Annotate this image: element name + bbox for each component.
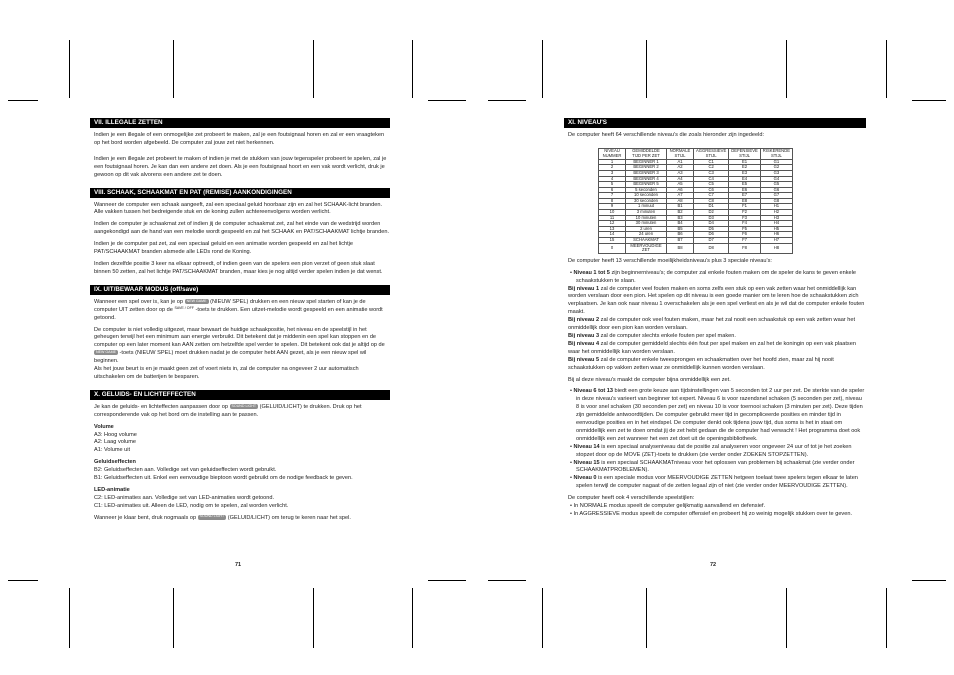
list-item: B2: Geluidseffecten aan. Volledige set van geluidseffecten wordt gebruikt. [94,467,277,474]
paragraph: Bij niveau 2 zal de computer ook veel fouten maken, maar het zal nooit een schaakstuk op een vak zetten waar het onmiddellijk door een pion kan worden verslaan. [568,317,856,332]
table-cell: F2 [729,210,761,216]
table-cell: G6 [760,187,792,193]
crop-mark [313,588,314,648]
subheading: LED-animatie [94,487,130,493]
section-heading: X. GELUIDS- EN LICHTEFFECTEN [90,390,390,400]
list-item: C2: LED-animaties aan. Volledige set van LED-animaties wordt getoond. [94,494,275,501]
table-cell: B1 [667,204,694,210]
table-cell: C4 [694,176,729,182]
table-cell: F4 [729,221,761,227]
table-cell: 12 [599,221,626,227]
table-cell: 14 [599,232,626,238]
table-cell: A3 [667,170,694,176]
table-cell: E7 [729,193,761,199]
table-cell: C2 [694,165,729,171]
crop-mark [313,40,314,98]
table-header-cell: NIVEAU NUMMER [599,148,626,159]
table-cell: G8 [760,198,792,204]
table-cell: G4 [760,176,792,182]
table-cell: BEGINNER 2 [626,165,667,171]
table-cell: D2 [694,210,729,216]
section-heading: VIII. SCHAAK, SCHAAKMAT EN PAT (REMISE) AANKONDIGINGEN [90,188,390,198]
table-cell: A5 [667,182,694,188]
table-cell: B6 [667,232,694,238]
table-cell: 10 minuten [626,215,667,221]
page-number: 72 [710,562,717,568]
table-cell: BEGINNER 3 [626,170,667,176]
crop-mark [786,40,787,98]
table-header-cell: AGGRESSIEVE STIJL [694,148,729,159]
table-cell: E5 [729,182,761,188]
table-cell: 3 [599,170,626,176]
table-cell: B7 [667,238,694,244]
paragraph: Bij niveau 4 zal de computer gemiddeld slechts één fout per spel maken en zal het de koningin op een vak plaatsen waar het onmiddellijk kan worden verslaan. [568,340,856,355]
table-cell: H8 [760,243,792,253]
list-item: A3: Hoog volume [94,431,137,438]
save-off-switch-icon: SAVE / OFF [174,306,194,311]
table-cell: C7 [694,193,729,199]
list-item: • Niveau 0 is een speciale modus voor MEERVOUDIGE ZETTEN hetgeen toelaat twee spelers tegen elkaar te laten spelen terwijl de computer nagaat of de zetten legaal zijn of niet (zie verder onder MEERVOUDIGE ZETTEN). [570,475,858,490]
table-cell: D7 [694,238,729,244]
table-cell: 7 [599,193,626,199]
table-cell: 8 [599,198,626,204]
table-cell: C6 [694,187,729,193]
table-cell: H1 [760,204,792,210]
table-cell: 15 [599,238,626,244]
table-cell: C3 [694,170,729,176]
table-header-cell: DEFENSIEVE STIJL [729,148,761,159]
table-cell: A4 [667,176,694,182]
list-item: • Niveau 15 is een speciaal SCHAAKMATniveau voor het oplossen van problemen bij schaakmat (zie verder onder SCHAAKMATPROBLEMEN). [570,459,855,474]
left-page [90,118,390,523]
paragraph: Indien je een illegale of een onmogelijke zet probeert te maken, zal je een foutsignaal horen en zal er een vraagteken op het bord worden afgebeeld. De computer zal jouw zet niet herkennen. [94,132,385,146]
section-heading: XI. NIVEAU'S [564,118,866,128]
crop-mark [886,588,887,648]
table-cell: D3 [694,215,729,221]
table-cell: E8 [729,198,761,204]
table-cell: B4 [667,221,694,227]
table-cell: D8 [694,243,729,253]
table-cell: BEGINNER 1 [626,159,667,165]
table-cell: BEGINNER 4 [626,176,667,182]
table-cell: 10 seconden [626,193,667,199]
table-cell: F3 [729,215,761,221]
table-cell: E6 [729,187,761,193]
right-page [564,118,866,519]
table-body [599,159,793,253]
list-item: • Niveau 1 tot 5 zijn beginnerniveau's; de computer zal enkele fouten maken om de speler de kans te geven enkele schaakstukken te slaan. [570,269,856,284]
table-cell: D1 [694,204,729,210]
section-heading: VII. ILLEGALE ZETTEN [90,118,390,128]
table-cell: A6 [667,187,694,193]
table-cell: 30 seconden [626,198,667,204]
crop-mark [8,580,38,581]
table-cell: BEGINNER 5 [626,182,667,188]
table-cell: E3 [729,170,761,176]
table-cell: 6 [599,187,626,193]
paragraph: Je kan de geluids- en lichteffecten aanpassen door op SOUND LIGHT (GELUID/LICHT) te drukken. Druk op het corresponderende vak op het bord om de instelling aan te passen. [94,403,362,418]
table-cell: 11 [599,215,626,221]
table-cell: E4 [729,176,761,182]
table-cell: H3 [760,215,792,221]
crop-mark [412,40,413,98]
table-cell: H4 [760,221,792,227]
crop-mark [428,100,466,101]
paragraph: Bij niveau 3 zal de computer slechts enkele fouten per spel maken. [568,332,736,339]
paragraph: Indien de computer je schaakmat zet of indien jij de computer schaakmat zet, zal het einde van de wedstrijd worden aangekondigd aan de hand van een melodie wordt gespeeld en zal het SCHAAK en PAT/SCHAAKMAT lichtje branden. [94,221,389,236]
crop-mark [886,40,887,98]
table-header-cell: RISKERENDE STIJL [760,148,792,159]
table-cell: F8 [729,243,761,253]
table-cell: G7 [760,193,792,199]
crop-mark [173,40,174,98]
table-cell: A8 [667,198,694,204]
paragraph: De computer heeft 13 verschillende moeilijkheidsniveau's plus 3 speciale niveau's: [568,257,772,264]
sound-light-key-icon: SOUND LIGHT [199,514,225,519]
table-cell: H6 [760,232,792,238]
crop-mark [428,580,466,581]
subheading: Volume [94,423,114,430]
levels-table [598,148,793,254]
table-header-cell: GEMIDDELDE TIJD PER ZET [626,148,667,159]
table-cell: 13 [599,226,626,232]
paragraph: De computer heeft 64 verschillende niveau's die zoals hieronder zijn ingedeeld: [568,132,765,138]
subheading: Geluidseffecten [94,459,136,466]
table-cell: 5 seconden [626,187,667,193]
table-cell: 0 [599,243,626,253]
table-cell: G5 [760,182,792,188]
new-game-key-icon: NEW GAME [186,298,207,303]
list-item: A2: Laag volume [94,439,136,446]
crop-mark [69,588,70,648]
crop-mark [412,588,413,648]
table-cell: 2 [599,165,626,171]
crop-mark [8,100,38,101]
table-cell: G2 [760,165,792,171]
table-cell: A7 [667,193,694,199]
table-cell: H7 [760,238,792,244]
table-cell: C5 [694,182,729,188]
table-cell: 5 [599,182,626,188]
table-cell: 1 [599,159,626,165]
paragraph: Indien je de computer pat zet, zal een speciaal geluid en een animatie worden gespeeld en zal het lichtje PAT/SCHAAKMAT branden alsmede alle LEDs rond de Koning. [94,241,354,256]
paragraph: Bij al deze niveau's maakt de computer bijna onmiddellijk een zet. [568,376,731,383]
paragraph: Indien dezelfde positie 3 keer na elkaar optreedt, of indien geen van de spelers een pion verzet of geen stuk slaat binnen 50 zetten, zal het lichtje PAT/SCHAAKMAT branden, maar kies je nog altijd verder spelen indien je dat wenst. [94,260,383,275]
crop-mark [912,100,946,101]
crop-mark [786,588,787,648]
paragraph: Wanneer je klaar bent, druk nogmaals op SOUND LIGHT (GELUID/LICHT) om terug te keren naar het spel. [94,514,351,521]
crop-mark [646,588,647,648]
paragraph: Indien je een illegale zet probeert te maken of indien je met de stukken van jouw tegenspeler probeert te spelen, zal je een foutsignaal horen. Je kan dan een andere zet doen. Als je een foutsignaal hoort en een vak wordt verlicht, druk je gewoon op dit vak alvorens een andere zet te doen. [94,155,387,178]
table-cell: C1 [694,159,729,165]
table-cell: D4 [694,221,729,227]
table-cell: B5 [667,226,694,232]
table-cell: F1 [729,204,761,210]
table-cell: 30 minuten [626,221,667,227]
table-cell: F7 [729,238,761,244]
table-cell: E2 [729,165,761,171]
table-cell: E1 [729,159,761,165]
crop-mark [542,588,543,648]
table-cell: A1 [667,159,694,165]
table-cell: G3 [760,170,792,176]
table-cell: 4 [599,176,626,182]
crop-mark [646,40,647,98]
paragraph: De computer is niet volledig uitgezet, maar bewaart de huidige schaakpositie, het niveau en de speelstijl in het geheugen terwijl het een minimum aan energie verbruikt. Dit betekent dat je middenin een spel kan stoppen en de computer op een later moment kan AAN zetten om hetzelfde spel verder te spelen. Dit betekent ook dat je altijd op de NEW GAME -toets (NIEUW SPEL) moet drukken nadat je de computer hebt AAN gezet, als je een nieuw spel wil beginnen. [94,326,385,365]
table-cell: 3 minuten [626,210,667,216]
table-cell: F5 [729,226,761,232]
table-cell: H5 [760,226,792,232]
table-cell: A2 [667,165,694,171]
table-cell: 24 uren [626,232,667,238]
table-header-cell: NORMALE STIJL [667,148,694,159]
list-item: B1: Geluidseffecten uit. Enkel een eenvoudige bieptoon wordt gebruikt om de nodige feedback te geven. [94,475,353,482]
section-heading: IX. UIT/BEWAAR MODUS (off/save) [90,285,390,295]
table-header-row [599,148,793,159]
table-cell: B3 [667,215,694,221]
table-cell: G1 [760,159,792,165]
crop-mark [488,100,526,101]
paragraph: Bij niveau 5 zal de computer enkele tweesprongen en schaakmatten over het hoofd zien, maar zal hij nooit schaakstukken op vakken zetten waar ze onmiddellijk kunnen worden verslaan. [568,356,834,371]
list-item: • Niveau 14 is een speciaal analyseniveau dat de positie zal analyseren voor ongeveer 24 uur of tot je het zoeken stopzet door op de MOVE (ZET)-toets te drukken (zie verder onder ZOEKEN STOPZETTEN). [570,443,852,458]
new-game-key-icon: NEW GAME [96,349,116,354]
table-cell: F6 [729,232,761,238]
paragraph: Bij niveau 1 zal de computer veel fouten maken en soms zelfs een stuk op een vak zetten waar het onmiddellijk kan worden verslaan door een pion. Het spelen op dit niveau is een goede manier om te leren hoe de schaakstukken zich verplaatsen. Je kan ook naar niveau 1 overschakelen als je een spel verliest en als je wil dat de computer enkele fouten maakt. [568,285,865,316]
list-item: A1: Volume uit [94,447,131,454]
paragraph: Als het jouw beurt is en je maakt geen zet of voert niets in, zal de computer na ongeveer 2 uur automatisch uitschakelen om de batterijen te besparen. [94,366,359,380]
table-row [599,243,793,253]
crop-mark [542,40,543,98]
list-item: • Niveau 6 tot 13 biedt een grote keuze aan tijdsinstellingen van 5 seconden tot 2 uur per zet. De sterkte van de speler in deze niveau's varieert van beginner tot expert. Niveau 6 is voor razendsnel schaken (5 seconden per zet), niveau 8 is voor snel schaken (30 seconden per zet) en niveau 10 is voor toernooi schaken (3 minuten per zet). Deze tijden zijn gemiddelde antwoordtijden. De computer gebruikt meer tijd in gecompliceerde posities en minder tijd in eenvoudige posities en in het eindspel. De computer denkt ook tijdens jouw tijd, dus soms is het in staat om onmiddellijk een zet te doen omdat jij de zet hebt gedaan die de computer had verwacht ! Het programma doet ook onmiddellijk een zet wanneer het een zet doet uit de openingsbibliotheek. [570,388,865,442]
sound-light-key-icon: SOUND LIGHT [231,403,257,408]
list-item: • In AGGRESSIEVE modus speelt de computer offensief en probeert hij zo weinig mogelijk stukken over te geven. [570,511,853,517]
paragraph: Wanneer de computer een schaak aangeeft, zal een speciaal geluid hoorbaar zijn en zal het SCHAAK-licht branden. Alle vakken tussen het bedreigende stuk en de koning zullen achtereenvolgens worden verlicht. [94,201,383,216]
crop-mark [488,580,526,581]
crop-mark [173,588,174,648]
table-cell: SCHAAKMAT [626,238,667,244]
table-cell: D6 [694,232,729,238]
table-cell: H2 [760,210,792,216]
list-item: • In NORMALE modus speelt de computer gelijkmatig aanvallend en defensief. [570,503,766,510]
crop-mark [69,40,70,98]
table-cell: B8 [667,243,694,253]
table-cell: 1 minuut [626,204,667,210]
paragraph: Wanneer een spel over is, kan je op NEW GAME (NIEUW SPEL) drukken en een nieuw spel starten of kan je de computer UIT zetten door op de SAVE / OFF -toets te drukken. Een uitzet-melodie wordt gespeeld en een animatie wordt getoond. [94,298,383,321]
table-cell: B2 [667,210,694,216]
list-item: C1: LED-animaties uit. Alleen de LED, nodig om te spelen, zal worden verlicht. [94,502,289,509]
table-cell: D5 [694,226,729,232]
paragraph: De computer heeft ook 4 verschillende speelstijlen: [568,495,695,502]
table-cell: 10 [599,210,626,216]
table-cell: MEERVOUDIGE ZET [626,243,667,253]
table-cell: C8 [694,198,729,204]
crop-mark [912,580,946,581]
page-number: 71 [235,562,242,568]
table-cell: 2 uren [626,226,667,232]
table-cell: 9 [599,204,626,210]
